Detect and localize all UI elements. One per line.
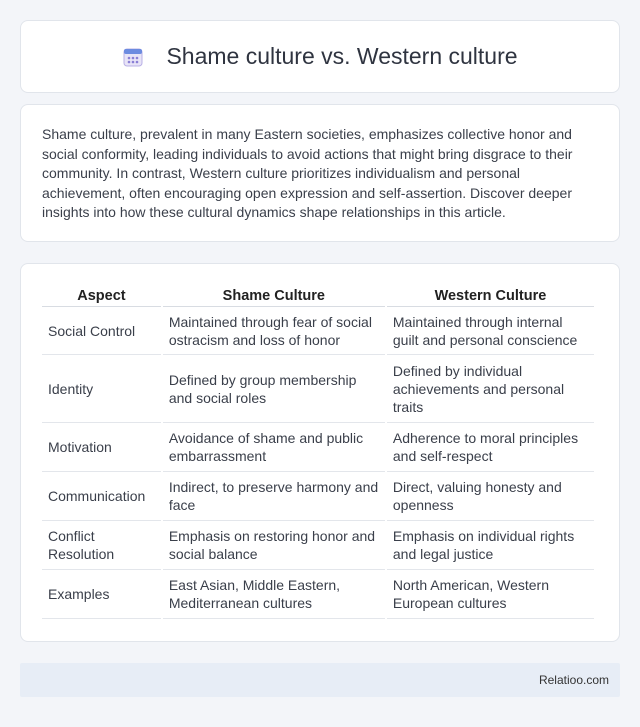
intro-text: Shame culture, prevalent in many Eastern societies, emphasizes collective honor and social conformity, leading individuals to avoid actions that might bring disgrace to their community. In contrast, Western culture prioritizes individualism and personal achievement, often encouraging open expression and self-assertion. Discover deeper insights into how these cultural dynamics shape relationships in this article. xyxy=(42,126,573,220)
footer xyxy=(20,663,620,697)
header-aspect: Aspect xyxy=(42,285,161,307)
cell-shame: Defined by group membership and social roles xyxy=(163,355,385,423)
intro-card xyxy=(20,104,620,242)
cell-western: Adherence to moral principles and self-respect xyxy=(387,423,594,472)
cell-shame: Emphasis on restoring honor and social balance xyxy=(163,521,385,570)
table-row xyxy=(42,355,594,423)
cell-aspect: Conflict Resolution xyxy=(42,521,161,570)
cell-shame: Avoidance of shame and public embarrassment xyxy=(163,423,385,472)
cell-aspect: Identity xyxy=(42,355,161,423)
cell-shame: Maintained through fear of social ostracism and loss of honor xyxy=(163,307,385,355)
comparison-table-card xyxy=(20,263,620,642)
header-western-culture: Western Culture xyxy=(387,285,594,307)
cell-western: Maintained through internal guilt and personal conscience xyxy=(387,307,594,355)
table-row xyxy=(42,307,594,355)
cell-western: Defined by individual achievements and personal traits xyxy=(387,355,594,423)
table-row xyxy=(42,472,594,521)
table-row xyxy=(42,521,594,570)
cell-aspect: Examples xyxy=(42,570,161,619)
table-row xyxy=(42,423,594,472)
title-card xyxy=(20,20,620,93)
cell-shame: East Asian, Middle Eastern, Mediterranean cultures xyxy=(163,570,385,619)
cell-western: Direct, valuing honesty and openness xyxy=(387,472,594,521)
cell-shame: Indirect, to preserve harmony and face xyxy=(163,472,385,521)
footer-brand[interactable]: Relatioo.com xyxy=(538,673,609,687)
table-header-row xyxy=(42,285,594,307)
comparison-table xyxy=(40,285,596,619)
cell-western: North American, Western European cultures xyxy=(387,570,594,619)
page-title: Shame culture vs. Western culture xyxy=(166,43,518,69)
cell-aspect: Social Control xyxy=(42,307,161,355)
cell-aspect: Communication xyxy=(42,472,161,521)
table-row xyxy=(42,570,594,619)
header-shame-culture: Shame Culture xyxy=(163,285,385,307)
calendar-icon xyxy=(122,46,144,68)
cell-aspect: Motivation xyxy=(42,423,161,472)
cell-western: Emphasis on individual rights and legal justice xyxy=(387,521,594,570)
